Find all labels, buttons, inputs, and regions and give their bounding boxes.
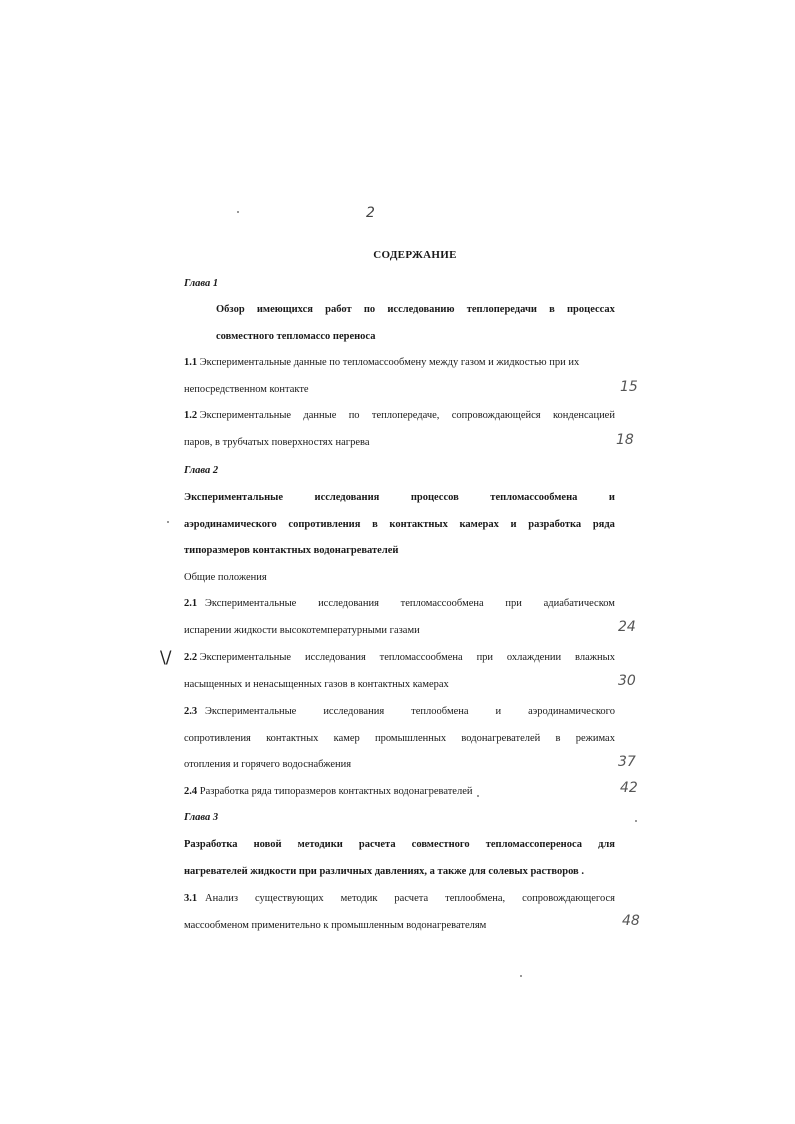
chapter-2-heading-line-3: типоразмеров контактных водонагревателей	[184, 545, 399, 556]
general-provisions: Общие положения	[184, 572, 267, 583]
scan-speck	[635, 820, 637, 822]
toc-entry-1-2: 1.2 Экспериментальные данные по теплопередаче, сопровождающейся конденсацией	[184, 410, 615, 421]
toc-entry-2-3: 2.3 Экспериментальные исследования теплообмена и аэродинамического	[184, 706, 615, 717]
check-mark: \/	[160, 648, 172, 668]
page-ref-2-2: 30	[618, 673, 636, 689]
scan-speck	[237, 211, 239, 213]
page-number: 2	[366, 205, 375, 221]
toc-entry-3-1-line-2: массообменом применительно к промышленным водонагревателям	[184, 920, 487, 931]
page-ref-3-1: 48	[622, 913, 640, 929]
chapter-2-heading-line-2: аэродинамического сопротивления в контактных камерах и разработка ряда	[184, 519, 615, 530]
scan-speck	[520, 975, 522, 977]
toc-entry-2-1-line-2: испарении жидкости высокотемпературными газами	[184, 625, 420, 636]
page-ref-2-4: 42	[620, 780, 638, 796]
toc-entry-2-4: 2.4 Разработка ряда типоразмеров контактных водонагревателей	[184, 786, 473, 797]
chapter-2-label: Глава 2	[184, 465, 219, 476]
page-ref-2-3: 37	[618, 754, 636, 770]
scan-speck	[477, 795, 479, 797]
chapter-1-heading-line-2: совместного тепломассо переноса	[216, 331, 376, 342]
chapter-3-label: Глава 3	[184, 812, 219, 823]
chapter-3-heading-line-2: нагревателей жидкости при различных давлениях, а также для солевых растворов .	[184, 866, 584, 877]
toc-entry-2-3-line-3: отопления и горячего водоснабжения	[184, 759, 352, 770]
toc-entry-1-1: 1.1 Экспериментальные данные по тепломассообмену между газом и жидкостью при их	[184, 357, 580, 368]
toc-entry-2-2: 2.2 Экспериментальные исследования тепломассообмена при охлаждении влажных	[184, 652, 615, 663]
page-ref-1-1: 15	[620, 379, 638, 395]
toc-entry-1-2-line-2: паров, в трубчатых поверхностях нагрева	[184, 437, 370, 448]
toc-entry-1-1-line-2: непосредственном контакте	[184, 384, 309, 395]
toc-entry-3-1: 3.1 Анализ существующих методик расчета теплообмена, сопровождающегося	[184, 893, 615, 904]
scan-speck	[167, 521, 169, 523]
chapter-1-heading-line-1: Обзор имеющихся работ по исследованию теплопередачи в процессах	[216, 304, 615, 315]
toc-entry-2-3-line-2: сопротивления контактных камер промышленных водонагревателей в режимах	[184, 733, 615, 744]
page-ref-2-1: 24	[618, 619, 636, 635]
toc-entry-2-2-line-2: насыщенных и ненасыщенных газов в контактных камерах	[184, 679, 449, 690]
toc-entry-2-1: 2.1 Экспериментальные исследования тепломассообмена при адиабатическом	[184, 598, 615, 609]
chapter-3-heading-line-1: Разработка новой методики расчета совместного тепломассопереноса для	[184, 839, 615, 850]
chapter-2-heading-line-1: Экспериментальные исследования процессов тепломассообмена и	[184, 492, 615, 503]
page-ref-1-2: 18	[616, 432, 634, 448]
page-title: СОДЕРЖАНИЕ	[373, 249, 457, 261]
chapter-1-label: Глава 1	[184, 278, 219, 289]
